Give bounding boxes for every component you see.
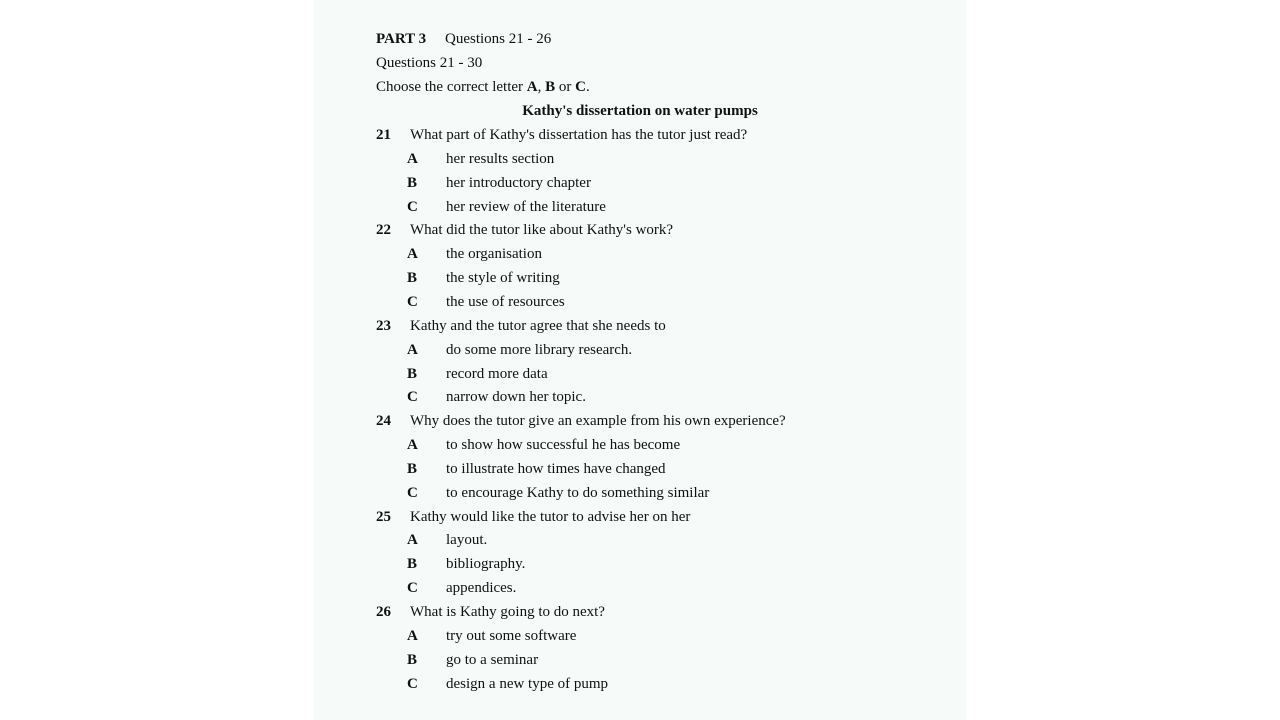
document-page — [314, 0, 966, 720]
option-text: the organisation — [446, 246, 542, 262]
question-number: 22 — [376, 222, 391, 238]
option-text: try out some software — [446, 628, 577, 644]
option-text: design a new type of pump — [446, 676, 609, 692]
option-letter: B — [407, 175, 418, 191]
question-text: What is Kathy going to do next? — [410, 604, 605, 620]
option-text: go to a seminar — [446, 652, 539, 668]
option-text: bibliography. — [446, 556, 526, 572]
question-number: 24 — [376, 413, 391, 429]
question-text: Kathy would like the tutor to advise her on her — [410, 509, 691, 525]
option-letter: A — [407, 151, 418, 167]
question-text: Kathy and the tutor agree that she needs to — [410, 318, 666, 334]
instruction-separator: , — [537, 79, 546, 95]
instruction-letter-a: A — [526, 79, 538, 95]
option-text: to encourage Kathy to do something similar — [446, 485, 710, 501]
instruction-prefix: Choose the correct letter — [376, 79, 527, 95]
section-title: Kathy's dissertation on water pumps — [522, 103, 758, 119]
option-letter: B — [407, 366, 418, 382]
option-letter: B — [407, 461, 418, 477]
option-letter: B — [407, 556, 418, 572]
option-text: her results section — [446, 151, 555, 167]
instruction-letter-b: B — [545, 79, 556, 95]
option-text: do some more library research. — [446, 342, 633, 358]
questions-range: Questions 21 - 30 — [376, 55, 483, 71]
option-letter: C — [407, 485, 418, 501]
question-number: 26 — [376, 604, 391, 620]
option-text: her introductory chapter — [446, 175, 591, 191]
option-letter: C — [407, 199, 418, 215]
option-letter: A — [407, 437, 418, 453]
option-text: appendices. — [446, 580, 517, 596]
instruction — [376, 77, 590, 97]
option-letter: A — [407, 246, 418, 262]
option-text: layout. — [446, 532, 488, 548]
option-text: the use of resources — [446, 294, 565, 310]
option-text: the style of writing — [446, 270, 560, 286]
option-text: to illustrate how times have changed — [446, 461, 666, 477]
option-text: her review of the literature — [446, 199, 606, 215]
question-text: What did the tutor like about Kathy's work? — [410, 222, 674, 238]
option-text: to show how successful he has become — [446, 437, 681, 453]
instruction-suffix: . — [585, 79, 590, 95]
part-label: PART 3 — [376, 31, 427, 47]
option-letter: A — [407, 342, 418, 358]
question-text: What part of Kathy's dissertation has the tutor just read? — [410, 127, 748, 143]
option-letter: C — [407, 676, 418, 692]
option-letter: B — [407, 270, 418, 286]
question-text: Why does the tutor give an example from his own experience? — [410, 413, 786, 429]
question-number: 25 — [376, 509, 391, 525]
option-letter: C — [407, 294, 418, 310]
option-letter: C — [407, 389, 418, 405]
option-letter: A — [407, 628, 418, 644]
option-letter: A — [407, 532, 418, 548]
option-text: narrow down her topic. — [446, 389, 586, 405]
option-letter: C — [407, 580, 418, 596]
question-number: 23 — [376, 318, 391, 334]
instruction-separator: or — [555, 79, 576, 95]
part-question-range: Questions 21 - 26 — [445, 31, 552, 47]
option-letter: B — [407, 652, 418, 668]
question-number: 21 — [376, 127, 391, 143]
instruction-letter-c: C — [575, 79, 586, 95]
option-text: record more data — [446, 366, 548, 382]
